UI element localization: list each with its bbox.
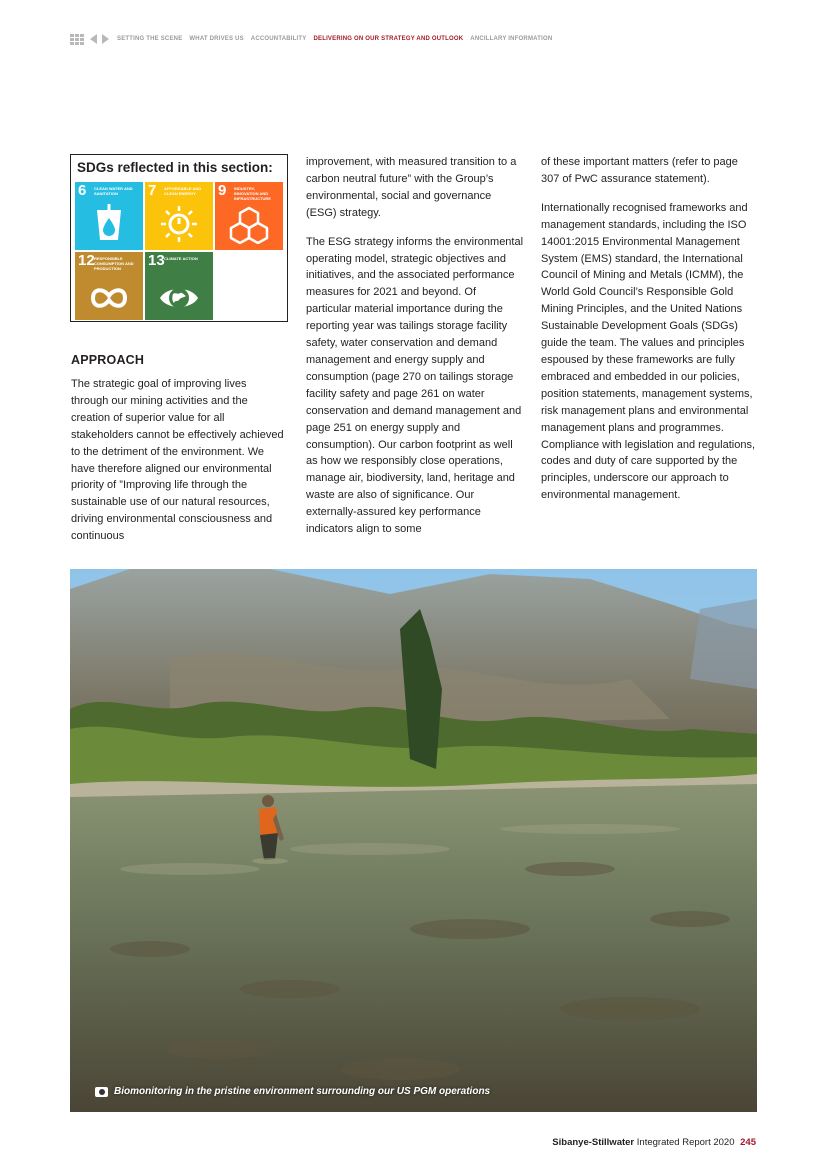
sdg-label: CLIMATE ACTION: [164, 256, 198, 261]
page-footer: [552, 1137, 756, 1148]
sdg-box: [70, 154, 288, 322]
infinity-icon: [89, 274, 129, 314]
nav-link-delivering-on-strategy[interactable]: DELIVERING ON OUR STRATEGY AND OUTLOOK: [313, 36, 464, 42]
sdg-number: 13: [148, 252, 165, 269]
column2-paragraph-1: improvement, with measured transition to a carbon neutral future” with the Group’s environmental, social and governance (ESG) strategy.: [306, 156, 517, 219]
water-drop-icon: [89, 204, 129, 244]
column-right: [541, 154, 756, 504]
next-page-button[interactable]: [99, 33, 111, 45]
approach-heading: APPROACH: [71, 353, 145, 367]
river-landscape-image: [70, 569, 757, 1112]
column-middle: [306, 154, 524, 538]
section-links: [117, 36, 559, 42]
page-number: 245: [740, 1137, 756, 1148]
footer-report-title: Integrated Report 2020: [636, 1137, 735, 1148]
sun-power-icon: [159, 204, 199, 244]
top-navigation: [70, 31, 559, 47]
column2-paragraph-2: The ESG strategy informs the environmental operating model, strategic objectives and initiatives, and the associated performance measures for 2021 and beyond. Of particular material importance during the reporting year was tailings storage facility safety, water conservation and demand management and energy supply and consumption (page 270 on tailings storage facility safety and page 261 on water conservation and demand management and page 251 on energy supply and consumption). Our carbon footprint as well as how we responsibly close operations, manage air, biodiversity, land, heritage and waste are also of significance. Our externally-assured key performance indicators align to some: [306, 235, 524, 536]
previous-page-button[interactable]: [87, 33, 99, 45]
sdg-tile-7: [145, 182, 213, 250]
grid-menu-icon[interactable]: [70, 34, 84, 45]
sdg-label: INDUSTRY, INNOVATION AND INFRASTRUCTURE: [234, 186, 271, 201]
earth-eye-icon: [159, 274, 199, 314]
sdg-tile-6: [75, 182, 143, 250]
sdg-label: AFFORDABLE AND CLEAN ENERGY: [164, 186, 202, 196]
sdg-label: RESPONSIBLE CONSUMPTION AND PRODUCTION: [94, 256, 134, 271]
nav-link-ancillary-information[interactable]: ANCILLARY INFORMATION: [470, 36, 553, 42]
photo-caption: [95, 1086, 490, 1097]
sdg-number: 7: [148, 182, 157, 199]
column3-paragraph-2: Internationally recognised frameworks and management standards, including the ISO 14001:2015 Environmental Management System (EMS) standard, the International Council of Mining and Metals (ICMM), the World Gold Council’s Responsible Gold Mining Principles, and the United Nations Sustainable Development Goals (SDGs) guide the team. The values and principles espoused by these frameworks are fully embraced and embedded in our policies, position statements, management systems, risk management plans and environmental management plans and programmes. Compliance with legislation and regulations, codes and duty of care supported by the principles, underscore our approach to environmental management.: [541, 201, 756, 502]
column3-paragraph-1: of these important matters (refer to page 307 of PwC assurance statement).: [541, 156, 738, 185]
arrow-left-icon: [90, 34, 97, 44]
sdg-label: CLEAN WATER AND SANITATION: [94, 186, 133, 196]
sdg-tile-12: [75, 252, 143, 320]
cubes-icon: [229, 204, 269, 244]
sdg-number: 12: [78, 252, 95, 269]
approach-paragraph: The strategic goal of improving lives through our mining activities and the creation of superior value for all stakeholders cannot be effectively achieved to the detriment of the environment. We have therefore aligned our environmental priority of ”Improving life through the sustainable use of our natural resources, driving environmental consciousness and continuous: [71, 378, 284, 543]
photo-caption-text: Biomonitoring in the pristine environment surrounding our US PGM operations: [114, 1086, 491, 1097]
river-photo: [70, 569, 757, 1112]
sdg-number: 9: [218, 182, 227, 199]
arrow-right-icon: [102, 34, 109, 44]
nav-link-setting-the-scene[interactable]: SETTING THE SCENE: [117, 36, 183, 42]
sdg-box-title: SDGs reflected in this section:: [77, 160, 273, 175]
column-approach: [71, 376, 286, 545]
sdg-tile-9: [215, 182, 283, 250]
footer-brand: Sibanye-Stillwater: [552, 1137, 635, 1148]
sdg-number: 6: [78, 182, 87, 199]
camera-icon: [95, 1087, 108, 1097]
nav-link-what-drives-us[interactable]: WHAT DRIVES US: [189, 36, 244, 42]
nav-link-accountability[interactable]: ACCOUNTABILITY: [250, 36, 307, 42]
sdg-tile-13: [145, 252, 213, 320]
